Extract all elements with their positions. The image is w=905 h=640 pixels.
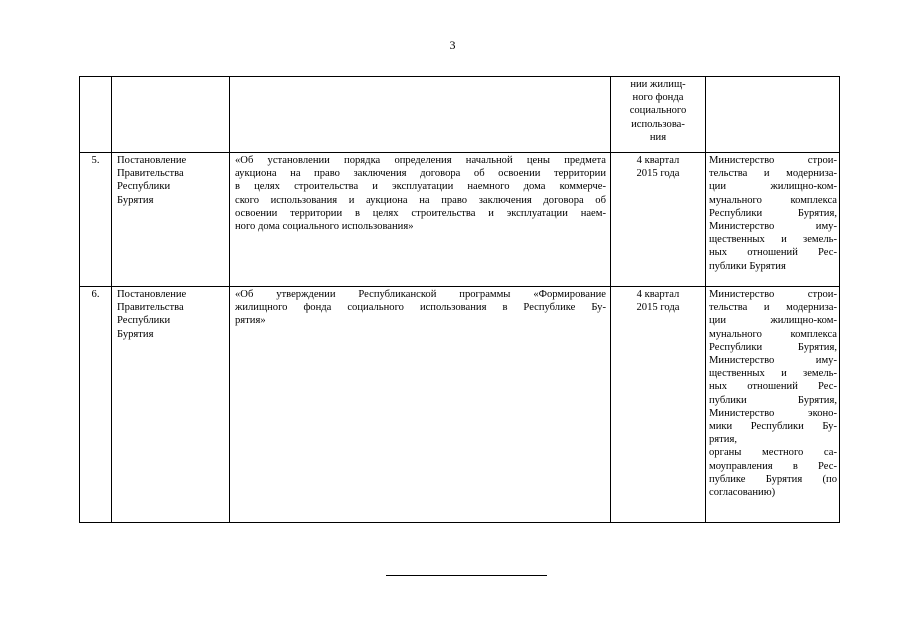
document-type [112,77,230,153]
responsible-bodies-line: щественных и земель- [709,368,837,380]
responsible-bodies-line: ных отношений Рес- [709,381,837,393]
responsible-bodies-line: Министерство эконо- [709,407,837,419]
deadline-line: 4 квартал [636,289,680,300]
document-type [112,287,230,523]
document-type-line: Республики [117,181,171,193]
responsible-bodies [706,77,840,153]
document-type [112,153,230,287]
responsible-bodies-line: мунального комплекса [709,194,837,206]
end-divider-line [386,575,547,576]
responsible-bodies-line: рятия, [709,434,737,446]
deadline-line: 2015 года [636,302,680,314]
responsible-bodies-line: ции жилищно-ком- [709,315,837,327]
responsible-bodies [706,153,840,287]
table-row [80,153,840,287]
document-type-line: Постановление [117,155,187,166]
document-type-line: Республики [117,315,171,327]
document-title [230,153,611,287]
document-title-line: рятия» [235,315,266,327]
deadline-line: использова- [631,118,685,130]
document-title [230,77,611,153]
document-title [230,287,611,523]
responsible-bodies-line: публики Бурятия, [709,394,837,406]
responsible-bodies-line: тельства и модерниза- [709,302,837,314]
responsible-bodies-line: мунального комплекса [709,328,837,340]
responsible-bodies-line: согласованию) [709,487,776,499]
responsible-bodies-line: Министерство иму- [709,355,837,367]
responsible-bodies-line: органы местного са- [709,447,837,459]
row-number: 6. [80,287,112,523]
document-title-line: в целях строительства и эксплуатации наемного дома коммерче- [235,181,606,193]
deadline [611,77,706,153]
document-title-line: «Об установлении порядка определения начальной цены предмета [235,155,606,166]
plan-table [79,76,840,523]
document-title-line: аукциона на право заключения договора об освоении территории [235,168,606,180]
responsible-bodies-line: ных отношений Рес- [709,247,837,259]
document-type-line: Бурятия [117,328,154,340]
document-title-line: «Об утверждении Республиканской программы «Формирование [235,289,606,300]
responsible-bodies-line: ции жилищно-ком- [709,181,837,193]
table-row [80,77,840,153]
document-type-line: Правительства [117,168,184,180]
responsible-bodies-line: Республики Бурятия, [709,207,837,219]
responsible-bodies-line: Министерство иму- [709,221,837,233]
table-row [80,287,840,523]
responsible-bodies [706,287,840,523]
deadline-line: ного фонда [632,92,684,104]
responsible-bodies-line: моуправления в Рес- [709,460,837,472]
deadline-line: ния [649,131,667,143]
responsible-bodies-line: Республики Бурятия, [709,341,837,353]
document-type-line: Постановление [117,289,187,300]
deadline-line: 2015 года [636,168,680,180]
deadline-line: социального [629,105,687,117]
deadline [611,153,706,287]
document-title-line: ного дома социального использования» [235,221,414,233]
responsible-bodies-line: Министерство строи- [709,289,837,300]
page-number: 3 [449,38,456,52]
deadline [611,287,706,523]
responsible-bodies-line: тельства и модерниза- [709,168,837,180]
responsible-bodies-line: щественных и земель- [709,234,837,246]
document-title-line: освоении территории в целях строительства и эксплуатации наем- [235,207,606,219]
document-type-line: Бурятия [117,194,154,206]
deadline-line: нии жилищ- [630,79,686,90]
deadline-line: 4 квартал [636,155,680,166]
responsible-bodies-line: мики Республики Бу- [709,421,837,433]
document-type-line: Правительства [117,302,184,314]
document-title-line: жилищного фонда социального использования в Республике Бу- [235,302,606,314]
table-body [80,77,840,523]
responsible-bodies-line: публики Бурятия [709,260,786,272]
responsible-bodies-line: публике Бурятия (по [709,473,837,485]
responsible-bodies-line: Министерство строи- [709,155,837,166]
document-title-line: ского использования и аукциона на право заключения договора об [235,194,606,206]
row-number: 5. [80,153,112,287]
row-number [80,77,112,153]
